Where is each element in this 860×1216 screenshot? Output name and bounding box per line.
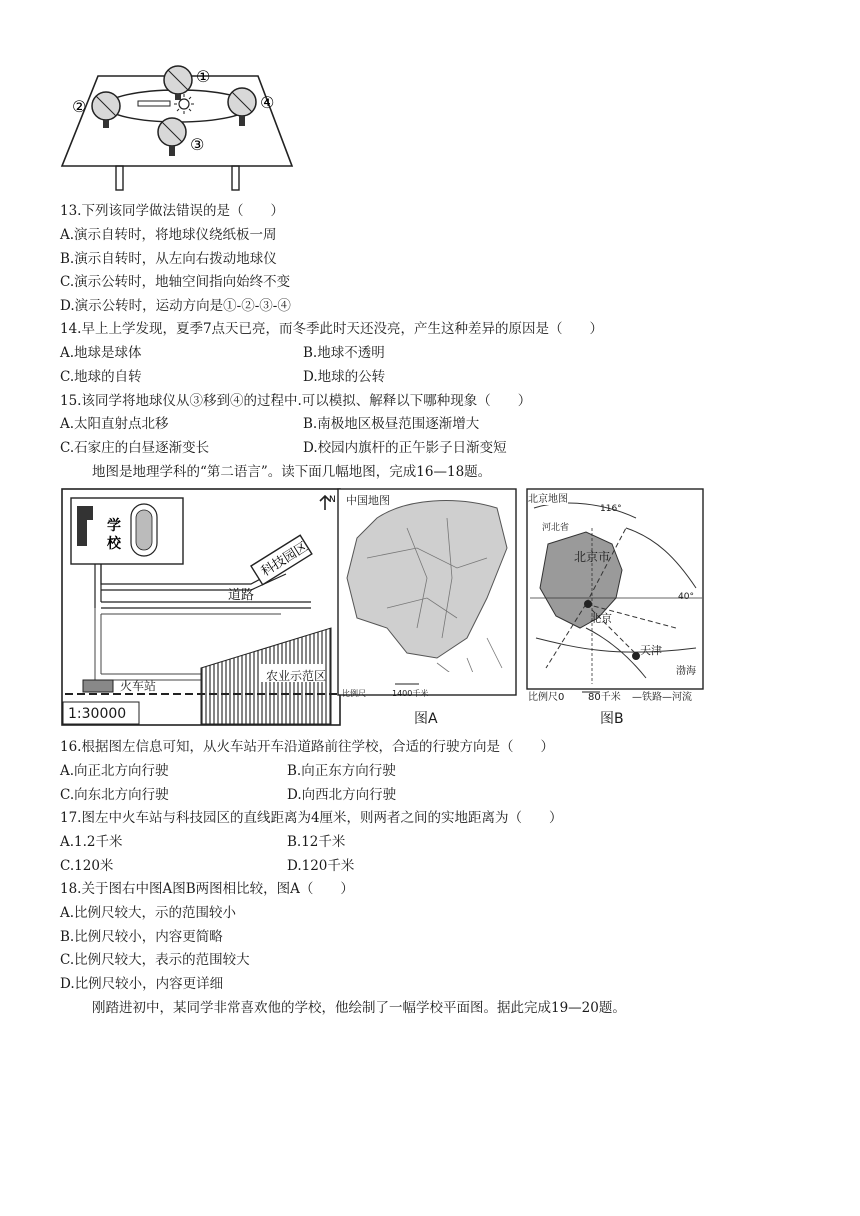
school-area-map <box>61 488 341 726</box>
beijing-city-label: 北京市 <box>574 550 611 564</box>
school-label-2: 校 <box>107 536 121 552</box>
q16-option-c: C.向东北方向行驶 <box>60 787 169 803</box>
globe-4-icon <box>228 88 256 126</box>
map-a-scale-text: 比例尺 <box>342 689 366 698</box>
q17-option-a: A.1.2千米 <box>60 834 123 850</box>
q13-option-a: A.演示自转时，将地球仪绕纸板一周 <box>60 227 277 243</box>
beijing-label: 北京 <box>590 612 612 625</box>
q14-stem: 14.早上上学发现，夏季7点天已亮，而冬季此时天还没亮，产生这种差异的原因是（ ） <box>60 321 604 337</box>
q18-option-c: C.比例尺较大，表示的范围较大 <box>60 952 250 968</box>
q17-stem: 17.图左中火车站与科技园区的直线距离为4厘米，则两者之间的实地距离为（ ） <box>60 810 563 826</box>
map-b-latitude: 40° <box>678 592 694 602</box>
bohai-label: 渤海 <box>676 666 696 677</box>
map-a-title: 中国地图 <box>346 494 390 507</box>
q18-option-d: D.比例尺较小，内容更详细 <box>60 976 224 992</box>
q13-stem: 13.下列该同学做法错误的是（ ） <box>60 203 284 219</box>
q15-option-a: A.太阳直射点北移 <box>60 416 169 432</box>
map-b-caption: 图B <box>600 711 624 727</box>
q14-option-c: C.地球的自转 <box>60 369 142 385</box>
q16-stem: 16.根据图左信息可知，从火车站开车沿道路前往学校，合适的行驶方向是（ ） <box>60 739 554 755</box>
farm-label: 农业示范区 <box>266 669 327 683</box>
globe-2-icon <box>92 92 120 128</box>
q14-option-a: A.地球是球体 <box>60 345 142 361</box>
station-label: 火车站 <box>120 679 157 693</box>
marker-1: ① <box>196 67 211 86</box>
map-a-scale-km: 1400千米 <box>392 689 429 698</box>
marker-2: ② <box>72 97 87 116</box>
north-label: N <box>329 495 336 505</box>
q17-option-d: D.120千米 <box>287 858 355 874</box>
q16-option-d: D.向西北方向行驶 <box>287 787 397 803</box>
q16-option-b: B.向正东方向行驶 <box>287 763 396 779</box>
globe-orbit-diagram <box>58 62 298 194</box>
q18-stem: 18.关于图右中图A图B两图相比较，图A（ ） <box>60 881 354 897</box>
globe-1-icon <box>164 66 192 100</box>
map-b-title: 北京地图 <box>528 490 568 505</box>
q15-option-d: D.校园内旗杆的正午影子日渐变短 <box>303 440 507 456</box>
q15-stem: 15.该同学将地球仪从③移到④的过程中.可以模拟、解释以下哪种现象（ ） <box>60 393 532 409</box>
q18-option-a: A.比例尺较大，示的范围较小 <box>60 905 237 921</box>
scale-label: 1:30000 <box>68 706 127 722</box>
q18-option-b: B.比例尺较小，内容更简略 <box>60 929 223 945</box>
q13-option-d: D.演示公转时，运动方向是①-②-③-④ <box>60 298 291 314</box>
q17-option-b: B.12千米 <box>287 834 346 850</box>
marker-3: ③ <box>190 135 205 154</box>
q15-option-c: C.石家庄的白昼逐渐变长 <box>60 440 210 456</box>
q13-option-b: B.演示自转时，从左向右拨动地球仪 <box>60 251 277 267</box>
school-label-1: 学 <box>107 518 121 534</box>
q14-option-d: D.地球的公转 <box>303 369 386 385</box>
marker-4: ④ <box>260 93 275 112</box>
tianjin-label: 天津 <box>640 644 662 657</box>
map-a-caption: 图A <box>414 711 438 727</box>
map-b-scale-km: 80千米 <box>588 692 621 703</box>
intro-19-20: 刚踏进初中，某同学非常喜欢他的学校，他绘制了一幅学校平面图。据此完成19—20题。 <box>92 1000 626 1016</box>
q17-option-c: C.120米 <box>60 858 114 874</box>
map-b-longitude: 116° <box>600 504 622 514</box>
hebei-label: 河北省 <box>542 523 570 533</box>
china-map-a <box>337 488 517 700</box>
map-b-legend: —铁路—河流 <box>632 692 692 703</box>
map-b-scale-text: 比例尺0 <box>528 692 565 703</box>
road-label: 道路 <box>228 588 255 603</box>
globe-3-icon <box>158 118 186 156</box>
q13-option-c: C.演示公转时，地轴空间指向始终不变 <box>60 274 291 290</box>
q16-option-a: A.向正北方向行驶 <box>60 763 169 779</box>
tech-park-label: 科技园区 <box>258 539 311 580</box>
q15-option-b: B.南极地区极昼范围逐渐增大 <box>303 416 480 432</box>
intro-16-18: 地图是地理学科的“第二语言”。读下面几幅地图，完成16—18题。 <box>92 464 492 480</box>
q14-option-b: B.地球不透明 <box>303 345 385 361</box>
